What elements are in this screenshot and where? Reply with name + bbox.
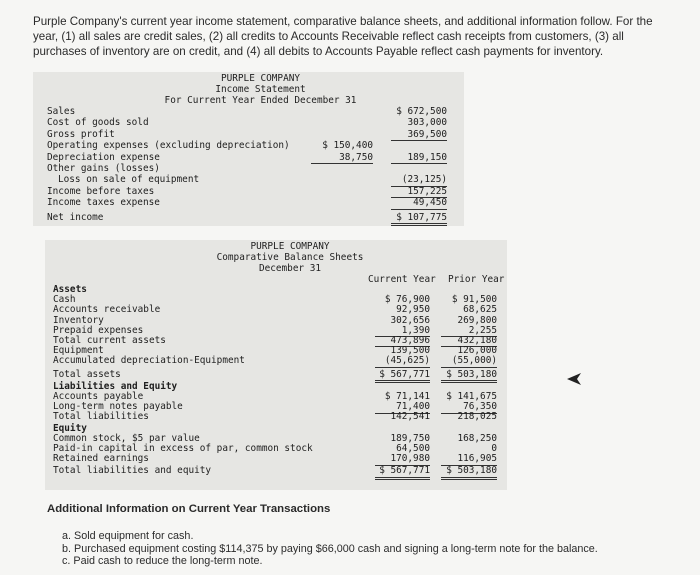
balance-row-current: 302,656 <box>390 314 430 326</box>
income-row-col2: 189,150 <box>391 152 447 164</box>
income-row-label: Other gains (losses) <box>47 163 160 174</box>
balance-row-prior: $ 91,500 <box>451 294 497 306</box>
balance-row-label: Paid-in capital in excess of par, common stock <box>53 443 313 454</box>
balance-row-prior: 2,255 <box>441 325 497 337</box>
balance-row-current: (45,625) <box>375 355 430 367</box>
additional-item-c: c. Paid cash to reduce the long-term note. <box>62 555 263 567</box>
balance-row-label: Long-term notes payable <box>53 401 183 413</box>
income-row-col2: 49,450 <box>391 197 447 209</box>
header-prior-year: Prior Year <box>448 274 505 285</box>
balance-row-label: Equity <box>53 422 87 434</box>
balance-row-label: Total liabilities and equity <box>53 465 212 477</box>
balance-date: December 31 <box>258 263 322 274</box>
balance-sheet <box>45 240 507 490</box>
income-row-col2: 303,000 <box>407 117 447 129</box>
balance-row-current: 139,500 <box>390 345 430 357</box>
balance-row-prior: 0 <box>491 443 497 454</box>
balance-row-label: Total current assets <box>53 335 166 346</box>
balance-row-current: 71,400 <box>375 401 430 413</box>
balance-row-label: Accounts receivable <box>53 304 161 316</box>
income-row-col2: 157,225 <box>391 186 447 198</box>
balance-row-label: Retained earnings <box>53 453 149 465</box>
balance-row-current: 142,541 <box>390 411 430 423</box>
balance-row-label: Assets <box>53 284 87 295</box>
balance-row-prior: 168,250 <box>457 432 497 444</box>
income-row-label: Loss on sale of equipment <box>58 174 200 186</box>
income-row-label: Income before taxes <box>47 185 155 197</box>
balance-row-label: Cash <box>53 294 76 306</box>
additional-info-title: Additional Information on Current Year Transactions <box>47 503 331 515</box>
balance-title: Comparative Balance Sheets <box>216 252 364 263</box>
income-row-label: Net income <box>47 211 104 223</box>
income-row-col1: $ 150,400 <box>322 140 373 152</box>
income-row-col2: 369,500 <box>391 129 447 141</box>
income-row-col1: 38,750 <box>311 152 373 164</box>
balance-row-prior: $ 503,180 <box>441 465 497 479</box>
balance-row-prior: 116,905 <box>441 453 497 465</box>
income-row-label: Depreciation expense <box>47 151 160 163</box>
balance-company: PURPLE COMPANY <box>250 241 330 252</box>
income-row-col2: $ 107,775 <box>391 212 447 226</box>
balance-row-label: Total liabilities <box>53 411 149 423</box>
balance-row-current: $ 71,141 <box>384 391 430 402</box>
balance-row-label: Inventory <box>53 314 104 326</box>
balance-row-prior: 76,350 <box>441 401 497 413</box>
balance-row-prior: 126,000 <box>457 345 497 357</box>
balance-row-label: Equipment <box>53 345 104 357</box>
income-row-label: Cost of goods sold <box>47 117 149 129</box>
additional-item-a: a. Sold equipment for cash. <box>62 530 194 542</box>
balance-row-label: Accumulated depreciation-Equipment <box>53 355 245 367</box>
balance-row-prior: 432,180 <box>441 335 497 347</box>
balance-row-current: 92,950 <box>396 304 430 316</box>
balance-row-current: $ 567,771 <box>375 465 430 479</box>
balance-row-current: 1,390 <box>375 325 430 337</box>
balance-row-current: 170,980 <box>375 453 430 465</box>
income-row-label: Gross profit <box>47 128 115 140</box>
balance-row-label: Liabilities and Equity <box>53 380 178 392</box>
balance-row-current: 473,896 <box>375 335 430 347</box>
balance-row-label: Prepaid expenses <box>53 324 144 336</box>
income-period: For Current Year Ended December 31 <box>164 95 357 106</box>
balance-row-prior: $ 503,180 <box>441 369 497 383</box>
balance-row-current: 64,500 <box>396 443 430 454</box>
balance-row-current: $ 76,900 <box>384 294 430 306</box>
income-row-col2: $ 672,500 <box>396 106 447 117</box>
balance-row-current: $ 567,771 <box>375 369 430 383</box>
balance-row-prior: 68,625 <box>463 304 497 316</box>
cursor-arrow-icon <box>566 372 582 386</box>
problem-intro: Purple Company's current year income statement, comparative balance sheets, and additional information follow. For the year, (1) all sales are credit sales, (2) all credits to Accounts Receivable reflect cash receipts from customers, (3) all purchases of inventory are on credit, and (4) all debits to Accounts Payable reflect cash payments for inventory. <box>33 15 653 58</box>
income-row-label: Income taxes expense <box>47 197 160 209</box>
income-company: PURPLE COMPANY <box>220 73 301 84</box>
income-statement <box>33 72 464 226</box>
balance-row-current: 189,750 <box>390 432 430 444</box>
balance-row-prior: 218,025 <box>457 411 497 423</box>
balance-row-prior: (55,000) <box>441 355 497 367</box>
balance-row-label: Total assets <box>53 368 121 380</box>
balance-row-label: Accounts payable <box>53 391 144 402</box>
balance-row-prior: 269,800 <box>457 314 497 326</box>
balance-row-prior: $ 141,675 <box>446 391 497 402</box>
header-current-year: Current Year <box>368 274 436 285</box>
income-title: Income Statement <box>215 84 306 95</box>
additional-item-b: b. Purchased equipment costing $114,375 by paying $66,000 cash and signing a long-term note for the balance. <box>62 543 598 555</box>
income-row-col2: (23,125) <box>391 174 447 186</box>
income-row-label: Sales <box>47 106 76 117</box>
income-row-label: Operating expenses (excluding depreciation) <box>47 140 290 152</box>
balance-row-label: Common stock, $5 par value <box>53 432 200 444</box>
